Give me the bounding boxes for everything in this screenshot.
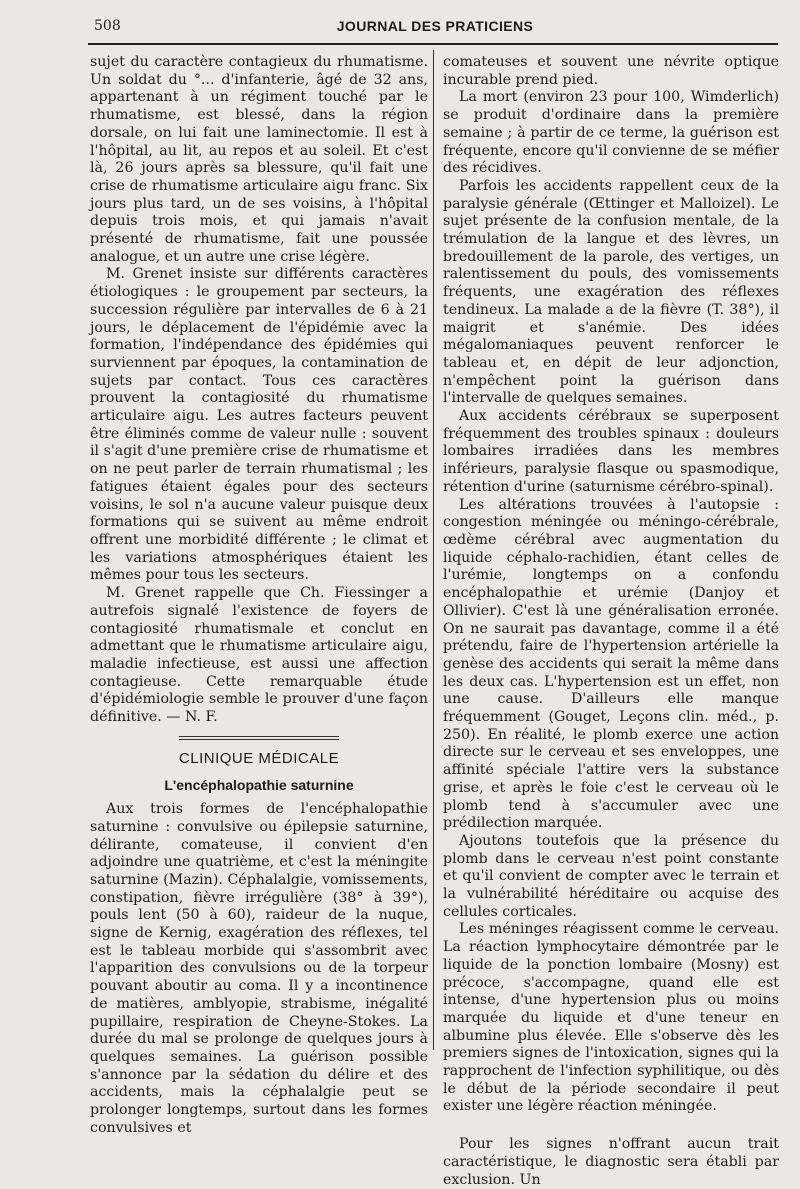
page-number: 508 [94, 18, 121, 34]
section-separator [179, 736, 339, 740]
left-column [90, 54, 428, 1137]
paragraph: M. Grenet rappelle que Ch. Fiessinger a autrefois signalé l'existence de foyers de contagiosité rhumatismale et conclut en admettant que le rhumatisme articulaire aigu, maladie infectieuse, est aussi une affection contagieuse. Cette remarquable étude d'épidémiologie semble le prouver d'une façon définitive. — N. F. [90, 585, 428, 726]
paragraph: Les altérations trouvées à l'autopsie : congestion méningée ou méningo-cérébrale, œdème cérébral avec augmentation du liquide céphalo-rachidien, étant celles de l'urémie, longtemps on a confondu encéphalopathie et urémie (Danjoy et Ollivier). C'est là une généralisation erronée. On ne saurait pas davantage, comme il a été prétendu, faire de l'hypertension artérielle la genèse des accidents qui serait la même dans les deux cas. L'hypertension est un effet, non une cause. D'ailleurs elle manque fréquemment (Gouget, Leçons clin. méd., p. 250). En réalité, le plomb exerce une action directe sur le cerveau et ses enveloppes, une affinité spéciale l'attire vers la substance grise, et après le foie c'est le cerveau où le plomb tend à s'accumuler avec une prédilection marquée. [443, 496, 779, 832]
paragraph: M. Grenet insiste sur différents caractères étiologiques : le groupement par secteurs, la succession régulière par intervalles de 6 à 21 jours, le déplacement de l'épidémie avec la formation, l'indépendance des épidémies qui surviennent par époques, la contamination de sujets par contact. Tous ces caractères prouvent la contagiosité du rhumatisme articulaire aigu. Les autres facteurs peuvent être éliminés comme de valeur nulle : souvent il s'agit d'une première crise de rhumatisme et on ne peut parler de terrain rhumatismal ; les fatigues étaient égales pour des secteurs voisins, le sol n'a aucune valeur puisque deux formations qui se suivent au même endroit offrent une morbidité différente ; le climat et les variations atmosphériques étaient les mêmes pour tous les secteurs. [90, 266, 428, 584]
paragraph: Ajoutons toutefois que la présence du plomb dans le cerveau n'est point constante et qu'il convient de compter avec le terrain et la vulnérabilité héréditaire ou acquise des cellules corticales. [443, 832, 779, 920]
paragraph: Aux accidents cérébraux se superposent fréquemment des troubles spinaux : douleurs lombaires irradiées dans les membres inférieurs, paralysie flasque ou spasmodique, rétention d'urine (saturnisme cérébro-spinal). [443, 408, 779, 495]
paragraph: Pour les signes n'offrant aucun trait caractéristique, le diagnostic sera établi par exclusion. Un [443, 1136, 779, 1188]
article-title: L'encéphalopathie saturnine [164, 777, 354, 794]
right-column [443, 54, 779, 1189]
paragraph: comateuses et souvent une névrite optique incurable prend pied. [443, 54, 779, 88]
paragraph: sujet du caractère contagieux du rhumatisme. Un soldat du °... d'infanterie, âgé de 32 ans, appartenant à un régiment touché par le rhumatisme, est blessé, dans la région dorsale, on lui fait une laminectomie. Il est à l'hôpital, au lit, au repos et au soleil. Et c'est là, 26 jours après sa blessure, qu'il fait une crise de rhumatisme articulaire aigu franc. Six jours plus tard, un de ses voisins, à l'hôpital depuis trois mois, et qui jamais n'avait présenté de rhumatisme, fait une poussée analogue, et un autre une crise légère. [90, 54, 428, 265]
page-header [90, 14, 780, 40]
paragraph: Parfois les accidents rappellent ceux de la paralysie générale (Œttinger et Malloizel). Le sujet présente de la confusion mentale, de la trémulation de la langue et des lèvres, un bredouillement de la parole, des vertiges, un ralentissement du pouls, des vomissements fréquents, une exagération des réflexes tendineux. La malade a de la fièvre (T. 38°), il maigrit et s'anémie. Des idées mégalomaniaques peuvent renforcer le tableau et, en dépit de leur adjonction, n'empêchent point la guérison dans l'intervalle de quelques semaines. [443, 177, 779, 407]
header-rule [88, 43, 778, 45]
section-title: CLINIQUE MÉDICALE [178, 749, 340, 767]
paragraph: La mort (environ 23 pour 100, Wimderlich) se produit d'ordinaire dans la première semaine ; à partir de ce terme, la guérison est fréquente, encore qu'il convienne de se méfier des récidives. [443, 89, 779, 177]
paragraph: Aux trois formes de l'encéphalopathie saturnine : convulsive ou épilepsie saturnine, délirante, comateuse, il convient d'en adjoindre une quatrième, et c'est la méningite saturnine (Mazin). Céphalalgie, vomissements, constipation, fièvre irrégulière (38° à 39°), pouls lent (50 à 60), raideur de la nuque, signe de Kernig, exagération des réflexes, tel est le tableau morbide qui s'assombrit avec l'apparition des convulsions ou de la torpeur pouvant aboutir au coma. Il y a incontinence de matières, amblyopie, strabisme, inégalité pupillaire, respiration de Cheyne-Stokes. La durée du mal se prolonge de quelques jours à quelques semaines. La guérison possible s'annonce par la sédation du délire et des accidents, mais la céphalalgie peut se prolonger longtemps, surtout dans les formes convulsives et [90, 801, 428, 1136]
column-divider [433, 50, 434, 1050]
paragraph: Les méninges réagissent comme le cerveau. La réaction lymphocytaire démontrée par le liquide de la ponction lombaire (Mosny) est précoce, s'accompagne, quand elle est intense, d'une hypertension plus ou moins marquée du liquide et d'une teneur en albumine plus élevée. Elle s'observe dès les premiers signes de l'intoxication, signes qui la rapprochent de l'infection syphilitique, ou dès le début de la période secondaire il peut exister une légère réaction méningée. [443, 921, 779, 1115]
journal-title: JOURNAL DES PRATICIENS [336, 18, 534, 34]
paragraph-gap [443, 1116, 779, 1136]
